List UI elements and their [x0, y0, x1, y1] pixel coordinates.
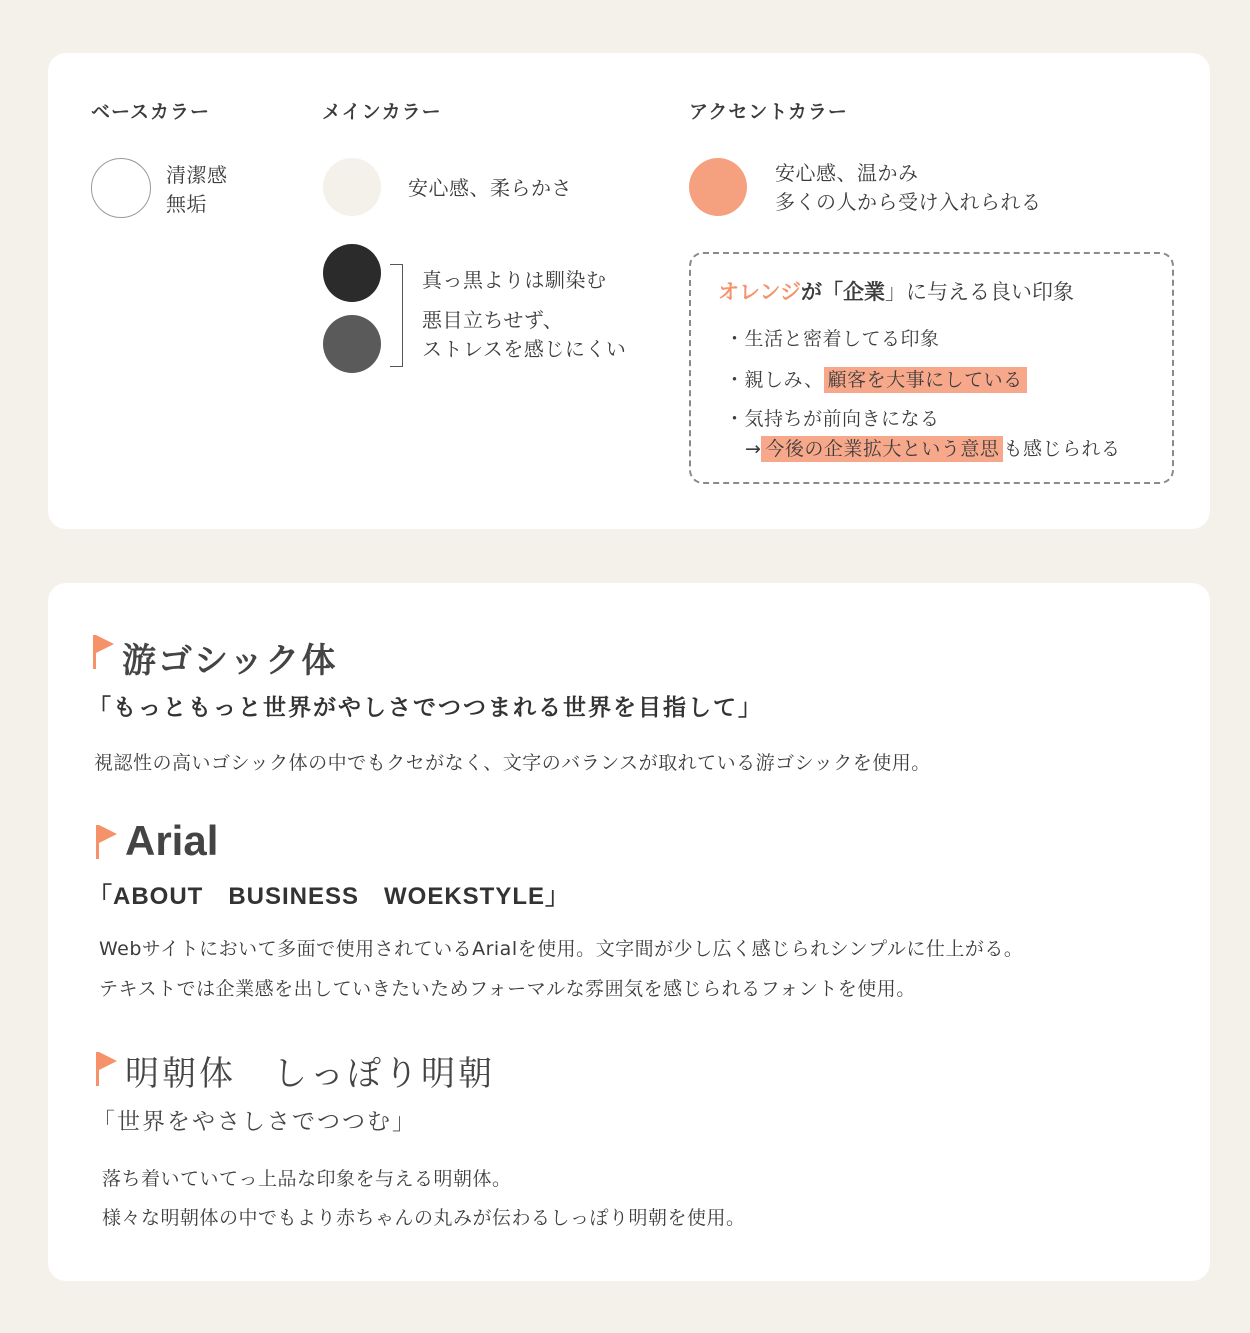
- impression-item-3: ・気持ちが前向きになる: [725, 408, 940, 430]
- gothic-sample-text: 「もっともっと世界がやしさでつつまれる世界を目指して」: [88, 695, 763, 721]
- arial-sample-text: 「ABOUT BUSINESS WOEKSTYLE」: [88, 883, 571, 910]
- impression-title-orange: オレンジ: [718, 280, 801, 304]
- flag-icon: [96, 825, 118, 859]
- impression-title-bold: 企業: [842, 280, 885, 304]
- dark-color-desc-2-line-1: 悪目立ちせず、: [422, 308, 564, 332]
- impression-item-4: [745, 434, 1120, 461]
- base-color-desc-line-1: 清潔感: [166, 163, 228, 187]
- flag-icon: [93, 635, 115, 669]
- accent-color-title: アクセントカラー: [689, 101, 848, 123]
- mincho-sample-text: 「世界をやさしさでつつむ」: [92, 1109, 417, 1135]
- base-color-title: ベースカラー: [91, 101, 211, 123]
- impression-title-end: 」に与える良い印象: [884, 280, 1074, 304]
- main-color-swatch: [323, 158, 381, 216]
- font-card: [48, 583, 1210, 1281]
- impression-box-title: [718, 276, 1074, 306]
- impression-item-2-prefix: ・親しみ、: [725, 369, 824, 391]
- accent-color-desc-line-1: 安心感、温かみ: [775, 161, 919, 185]
- main-color-desc: 安心感、柔らかさ: [408, 176, 572, 200]
- arial-font-name: Arial: [125, 817, 219, 864]
- dark-swatch-gray: [323, 315, 381, 373]
- flag-icon: [96, 1052, 118, 1086]
- gothic-font-name: 游ゴシック体: [122, 641, 338, 681]
- base-color-desc-line-2: 無垢: [166, 192, 207, 216]
- base-color-desc: [166, 161, 228, 219]
- dark-color-desc-2: [422, 306, 626, 364]
- accent-color-desc: [775, 159, 1042, 217]
- accent-color-swatch: [689, 158, 747, 216]
- mincho-font-name: 明朝体 しっぽり明朝: [125, 1054, 495, 1094]
- color-palette-card: [48, 53, 1210, 529]
- mincho-description-1: 落ち着いていてっ上品な印象を与える明朝体。: [102, 1168, 512, 1190]
- accent-color-desc-line-2: 多くの人から受け入れられる: [775, 190, 1042, 214]
- impression-item-1: ・生活と密着してる印象: [725, 328, 940, 350]
- impression-item-4-highlight: 今後の企業拡大という意思: [761, 436, 1003, 462]
- impression-item-2-highlight: 顧客を大事にしている: [824, 367, 1027, 393]
- dark-color-desc-2-line-2: ストレスを感じにくい: [422, 337, 627, 361]
- dark-swatch-black: [323, 244, 381, 302]
- base-color-swatch: [91, 158, 151, 218]
- main-color-title: メインカラー: [322, 101, 442, 123]
- arial-description-2: テキストでは企業感を出していきたいためフォーマルな雰囲気を感じられるフォントを使用。: [99, 978, 916, 1000]
- gothic-description: 視認性の高いゴシック体の中でもクセがなく、文字のバランスが取れている游ゴシックを使用。: [94, 752, 931, 774]
- impression-title-mid: が「: [800, 280, 843, 304]
- mincho-description-2: 様々な明朝体の中でもより赤ちゃんの丸みが伝わるしっぽり明朝を使用。: [102, 1207, 746, 1229]
- impression-item-4-arrow: →: [745, 438, 762, 460]
- impression-item-4-suffix: も感じられる: [1003, 438, 1121, 460]
- arial-description-1: Webサイトにおいて多面で使用されているArialを使用。文字間が少し広く感じられシンプルに仕上がる。: [99, 938, 1024, 960]
- accent-impression-box: [689, 252, 1174, 484]
- dark-color-desc-1: 真っ黒よりは馴染む: [422, 268, 607, 292]
- impression-item-2: [725, 365, 1027, 392]
- bracket-divider: [390, 264, 403, 367]
